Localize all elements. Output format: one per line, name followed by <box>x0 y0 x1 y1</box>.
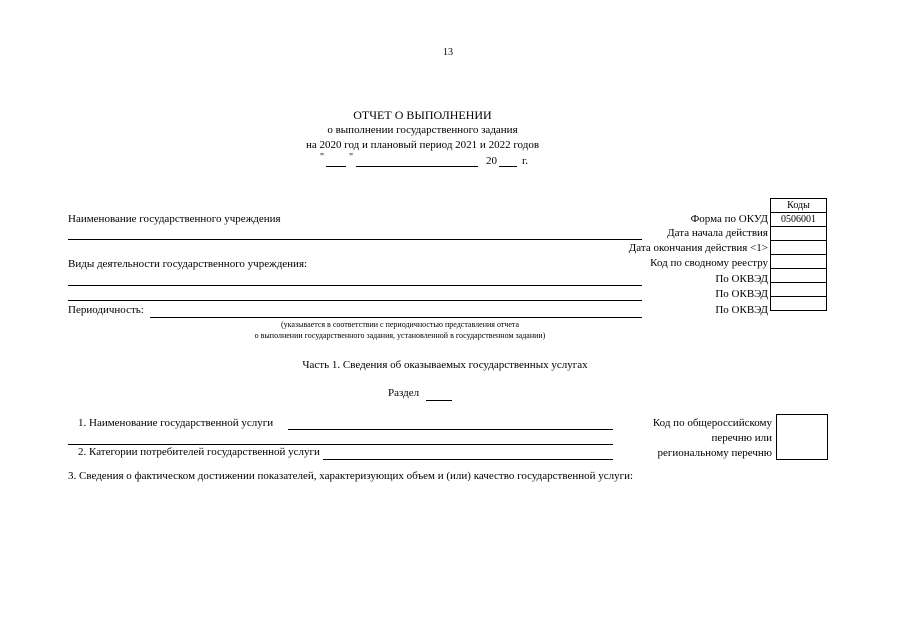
institution-name-line[interactable] <box>68 239 642 240</box>
code-label-1: Код по общероссийскому <box>652 417 772 429</box>
codes-header: Коды <box>771 199 827 213</box>
date-year-blank[interactable] <box>499 166 517 167</box>
okved-cell-3[interactable] <box>771 297 827 311</box>
section3-label: 3. Сведения о фактическом достижении показателей, характеризующих объем и (или) качество государственной услуги: <box>68 470 634 482</box>
date-quote-open: " <box>320 152 325 163</box>
institution-label: Наименование государственного учреждения <box>68 213 281 225</box>
service-code-box[interactable] <box>776 414 828 460</box>
activities-label: Виды деятельности государственного учреждения: <box>68 258 308 270</box>
section-label: Раздел <box>388 387 420 399</box>
code-label-2: перечню или <box>711 432 772 444</box>
end-date-label: Дата окончания действия <1> <box>628 242 768 254</box>
report-subtitle-1: о выполнении государственного задания <box>327 124 518 136</box>
okved-cell-2[interactable] <box>771 283 827 297</box>
date-day-blank[interactable] <box>326 166 346 167</box>
okved-label-3: По ОКВЭД <box>715 304 768 316</box>
start-date-label: Дата начала действия <box>667 227 768 239</box>
registry-label: Код по сводному реестру <box>650 257 768 269</box>
okud-label: Форма по ОКУД <box>690 213 768 225</box>
service-name-line-2[interactable] <box>68 444 613 445</box>
okved-label-2: По ОКВЭД <box>715 288 768 300</box>
page-number: 13 <box>443 47 453 58</box>
activities-line-2[interactable] <box>68 300 642 301</box>
date-suffix: г. <box>522 155 529 167</box>
service-name-label: 1. Наименование государственной услуги <box>78 417 274 429</box>
periodicity-line[interactable] <box>150 317 642 318</box>
periodicity-note-2: о выполнении государственного задания, установленной в государственном задании) <box>254 331 546 340</box>
okved-cell-1[interactable] <box>771 269 827 283</box>
codes-table <box>770 198 827 311</box>
part1-title: Часть 1. Сведения об оказываемых государственных услугах <box>302 359 588 371</box>
service-name-line[interactable] <box>288 429 613 430</box>
date-year-prefix: 20 <box>486 155 497 167</box>
code-label-3: региональному перечню <box>657 447 772 459</box>
start-date-cell[interactable] <box>771 227 827 241</box>
okved-label-1: По ОКВЭД <box>715 273 768 285</box>
periodicity-label: Периодичность: <box>68 304 144 316</box>
consumers-label: 2. Категории потребителей государственной услуги <box>78 446 320 458</box>
consumers-line[interactable] <box>323 459 613 460</box>
okud-code-cell[interactable]: 0506001 <box>771 213 827 227</box>
report-subtitle-2: на 2020 год и плановый период 2021 и 2022 годов <box>305 139 540 151</box>
activities-line-1[interactable] <box>68 285 642 286</box>
report-title: ОТЧЕТ О ВЫПОЛНЕНИИ <box>353 108 492 122</box>
date-quote-close: " <box>349 152 354 163</box>
registry-code-cell[interactable] <box>771 255 827 269</box>
date-month-blank[interactable] <box>356 166 478 167</box>
section-number-blank[interactable] <box>426 400 452 401</box>
periodicity-note-1: (указывается в соответствии с периодичностью представления отчета <box>280 320 520 329</box>
end-date-cell[interactable] <box>771 241 827 255</box>
